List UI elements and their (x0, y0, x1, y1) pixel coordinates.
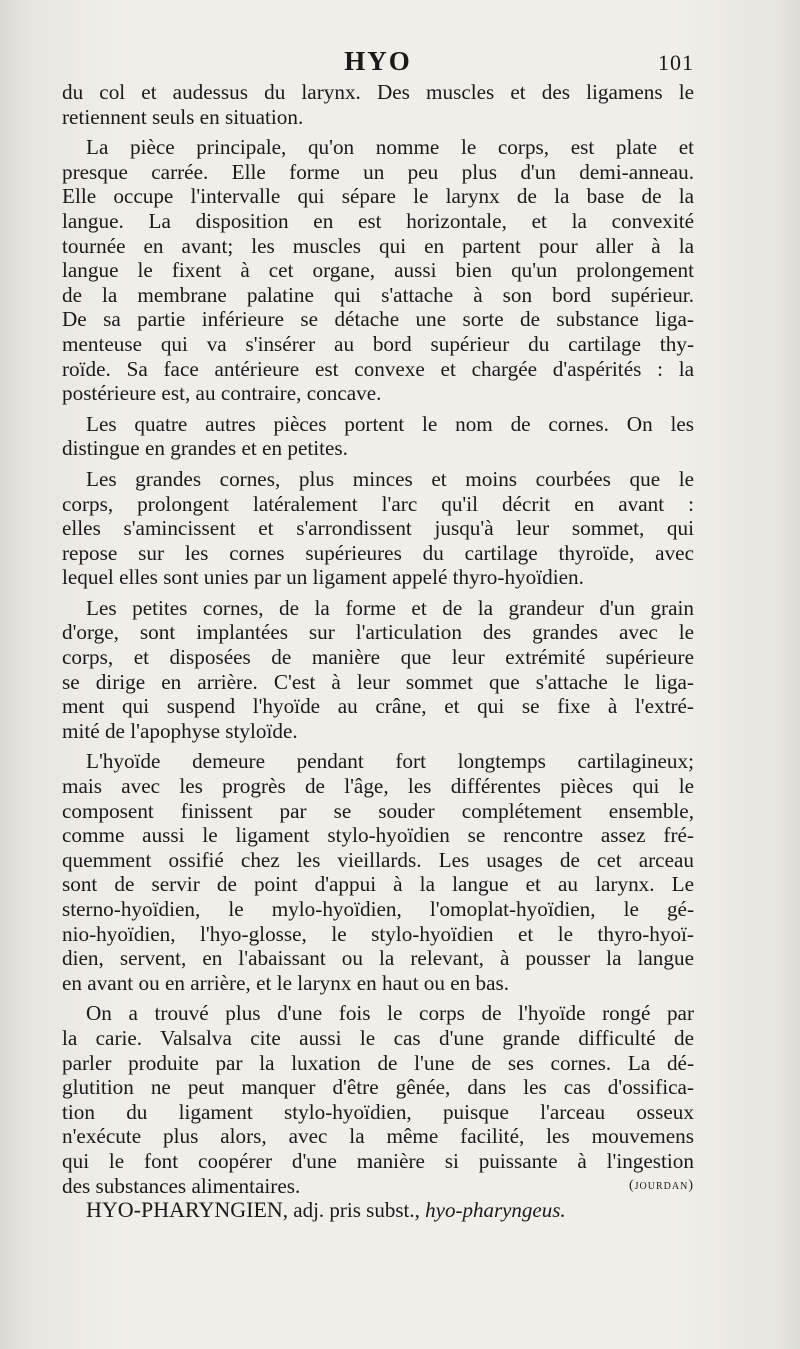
text-line: L'hyoïde demeure pendant fort longtemps cartilagineux; (86, 749, 694, 774)
text-line: De sa partie inférieure se détache une sorte de substance liga- (62, 307, 694, 332)
text-line: distingue en grandes et en petites. (62, 436, 348, 461)
text-line (62, 1174, 694, 1199)
paragraph (62, 467, 694, 590)
author-signature: (jourdan) (629, 1177, 694, 1193)
text-line: parler produite par la luxation de l'une de ses cornes. La dé- (62, 1050, 694, 1075)
text-line: quemment ossifié chez les vieillards. Les usages de cet arceau (62, 847, 694, 872)
text-line: mité de l'apophyse styloïde. (62, 718, 298, 743)
page-body (62, 80, 694, 1228)
entry-definition: , adj. pris subst., (282, 1198, 426, 1223)
text-line: comme aussi le ligament stylo-hyoïdien se rencontre assez fré- (62, 823, 694, 848)
text-line: tion du ligament stylo-hyoïdien, puisque l'arceau osseux (62, 1099, 694, 1124)
text-line: nio-hyoïdien, l'hyo-glosse, le stylo-hyoïdien et le thyro-hyoï- (62, 921, 694, 946)
text-line: sterno-hyoïdien, le mylo-hyoïdien, l'omoplat-hyoïdien, le gé- (62, 897, 694, 921)
text-line: la carie. Valsalva cite aussi le cas d'une grande difficulté de (62, 1025, 694, 1050)
text-line: Les quatre autres pièces portent le nom de cornes. On les (86, 411, 694, 436)
text-line: langue. La disposition en est horizontale, et la convexité (62, 208, 694, 233)
paragraph (62, 135, 694, 406)
page-header (62, 46, 694, 80)
text-line: On a trouvé plus d'une fois le corps de l'hyoïde rongé par (86, 1001, 694, 1026)
text-line: du col et audessus du larynx. Des muscles et des ligamens le (62, 80, 694, 104)
text-line: dien, servent, en l'abaissant ou la relevant, à pousser la langue (62, 946, 694, 971)
text-line: ment qui suspend l'hyoïde au crâne, et qui se fixe à l'extré- (62, 694, 694, 719)
text-line: lequel elles sont unies par un ligament appelé thyro-hyoïdien. (62, 565, 584, 590)
text-line: de la membrane palatine qui s'attache à son bord supérieur. (62, 282, 694, 307)
text-line: tournée en avant; les muscles qui en partent pour aller à la (62, 233, 694, 258)
text-line: se dirige en arrière. C'est à leur sommet que s'attache le liga- (62, 669, 694, 694)
text-line: sont de servir de point d'appui à la langue et au larynx. Le (62, 872, 694, 897)
text-line: retiennent seuls en situation. (62, 104, 304, 129)
text-line: mais avec les progrès de l'âge, les différentes pièces qui le (62, 774, 694, 799)
text-line: elles s'amincissent et s'arrondissent jusqu'à leur sommet, qui (62, 516, 694, 541)
paragraph (62, 1001, 694, 1198)
page-number: 101 (658, 50, 694, 75)
paragraph (62, 596, 694, 744)
text-line: langue le fixent à cet organe, aussi bien qu'un prolongement (62, 258, 694, 283)
text-line: d'orge, sont implantées sur l'articulation des grandes avec le (62, 620, 694, 645)
text-line: en avant ou en arrière, et le larynx en haut ou en bas. (62, 970, 510, 995)
text-line-content: des substances alimentaires. (62, 1173, 301, 1198)
text-line: Les grandes cornes, plus minces et moins courbées que le (86, 466, 694, 491)
text-line: glutition ne peut manquer d'être gênée, dans les cas d'ossifica- (62, 1075, 694, 1100)
text-line: corps, prolongent latéralement l'arc qu'il décrit en avant : (62, 491, 694, 516)
text-line: roïde. Sa face antérieure est convexe et chargée d'aspérités : la (62, 356, 694, 381)
text-line: Les petites cornes, de la forme et de la grandeur d'un grain (86, 595, 694, 620)
text-line: repose sur les cornes supérieures du cartilage thyroïde, avec (62, 540, 694, 565)
paragraph (62, 749, 694, 995)
text-line: corps, et disposées de manière que leur extrémité supérieure (62, 645, 694, 670)
text-line: qui le font coopérer d'une manière si puissante à l'ingestion (62, 1148, 694, 1173)
text-line: composent finissent par se souder complétement ensemble, (62, 798, 694, 823)
text-line: menteuse qui va s'insérer au bord supérieur du cartilage thy- (62, 331, 694, 356)
text-line: n'exécute plus alors, avec la même facilité, les mouvemens (62, 1124, 694, 1149)
text-line: La pièce principale, qu'on nomme le corps, est plate et (86, 135, 694, 160)
text-line: presque carrée. Elle forme un peu plus d'un demi-anneau. (62, 159, 694, 184)
text-line: postérieure est, au contraire, concave. (62, 381, 382, 406)
paragraph (62, 80, 694, 129)
paragraph (62, 412, 694, 461)
dictionary-entry (62, 1198, 694, 1228)
running-head: HYO (344, 46, 412, 76)
text-line: Elle occupe l'intervalle qui sépare le larynx de la base de la (62, 184, 694, 209)
entry-headword: HYO-PHARYNGIEN (86, 1197, 283, 1223)
entry-latin-term: hyo-pharyngeus. (425, 1198, 566, 1223)
